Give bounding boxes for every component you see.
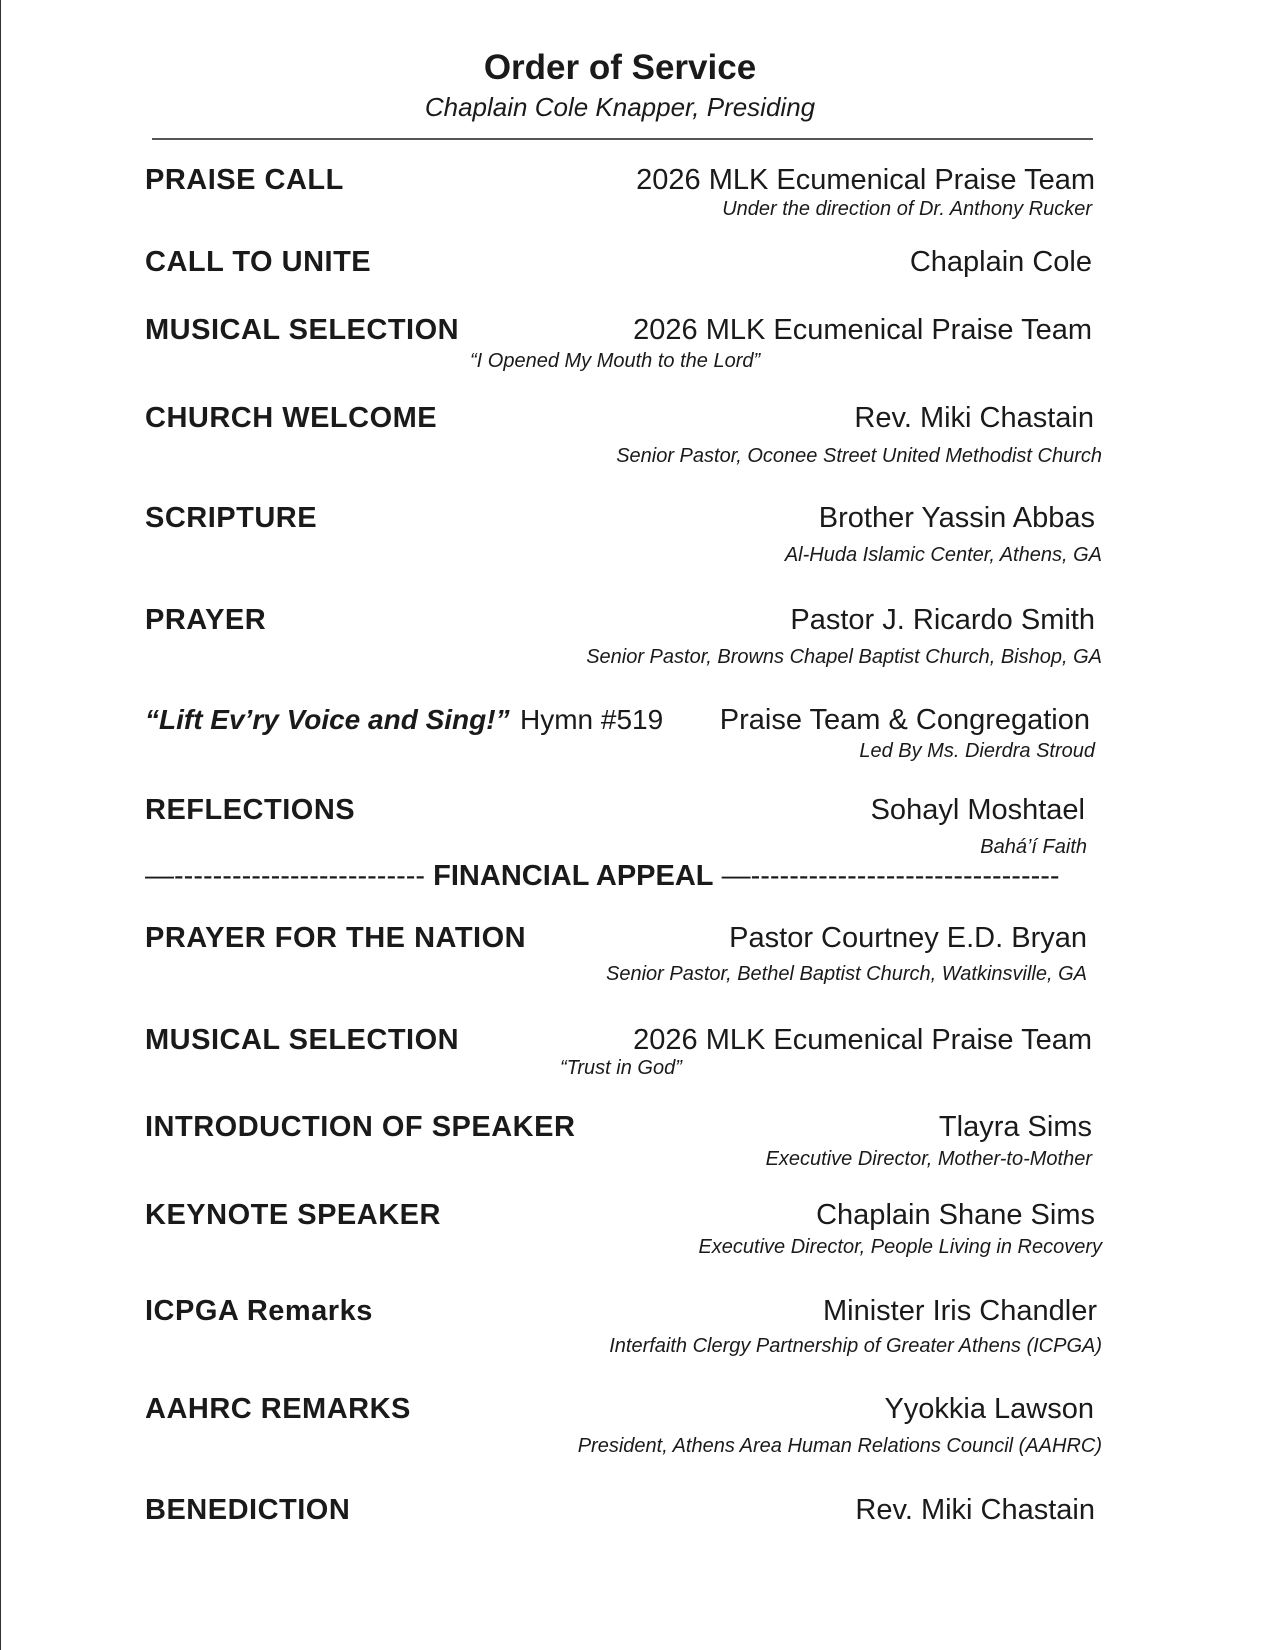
item-label: PRAYER <box>145 604 267 636</box>
item-label: ICPGA Remarks <box>145 1295 373 1327</box>
item-note: Executive Director, People Living in Recovery <box>698 1236 1102 1258</box>
item-name: Rev. Miki Chastain <box>855 1494 1095 1526</box>
item-name: Pastor J. Ricardo Smith <box>790 604 1095 636</box>
item-name: Pastor Courtney E.D. Bryan <box>729 922 1087 954</box>
item-label: CALL TO UNITE <box>145 246 372 278</box>
hymn-title: “Lift Ev’ry Voice and Sing!” <box>145 704 510 735</box>
item-name: Chaplain Cole <box>909 246 1092 278</box>
item-label: MUSICAL SELECTION <box>145 1024 460 1056</box>
item-note: Led By Ms. Dierdra Stroud <box>859 740 1095 762</box>
item-note: Interfaith Clergy Partnership of Greater Athens (ICPGA) <box>609 1335 1102 1357</box>
divider-right: —-------------------------------- <box>721 860 1060 892</box>
item-note: Bahá’í Faith <box>980 836 1087 858</box>
financial-appeal-divider <box>145 860 1090 893</box>
item-name: Praise Team & Congregation <box>719 704 1090 736</box>
item-note: President, Athens Area Human Relations Council (AAHRC) <box>577 1435 1102 1457</box>
header-rule <box>152 138 1093 140</box>
page-border <box>0 0 1 1650</box>
divider-left: —-------------------------- <box>145 860 426 892</box>
item-name: Rev. Miki Chastain <box>854 402 1094 434</box>
item-note: “Trust in God” <box>560 1057 682 1079</box>
item-label: PRAISE CALL <box>145 164 344 196</box>
item-note: Senior Pastor, Oconee Street United Methodist Church <box>616 445 1102 467</box>
item-name: Tlayra Sims <box>938 1111 1092 1143</box>
item-note: Al-Huda Islamic Center, Athens, GA <box>784 544 1102 566</box>
item-label: CHURCH WELCOME <box>145 402 438 434</box>
item-name: 2026 MLK Ecumenical Praise Team <box>636 164 1095 196</box>
item-name: Chaplain Shane Sims <box>816 1199 1095 1231</box>
financial-appeal-label: FINANCIAL APPEAL <box>433 860 714 892</box>
item-label: INTRODUCTION OF SPEAKER <box>145 1111 576 1143</box>
item-name: Sohayl Moshtael <box>870 794 1085 826</box>
item-note: Executive Director, Mother-to-Mother <box>765 1148 1092 1170</box>
item-note: “I Opened My Mouth to the Lord” <box>470 350 761 372</box>
item-name: Brother Yassin Abbas <box>818 502 1095 534</box>
item-note: Senior Pastor, Browns Chapel Baptist Church, Bishop, GA <box>586 646 1102 668</box>
item-label: AAHRC REMARKS <box>145 1393 411 1425</box>
hymn-number: Hymn #519 <box>520 704 664 735</box>
item-note: Senior Pastor, Bethel Baptist Church, Watkinsville, GA <box>606 963 1087 985</box>
item-label: BENEDICTION <box>145 1494 351 1526</box>
item-name: Yyokkia Lawson <box>884 1393 1094 1425</box>
item-label: SCRIPTURE <box>145 502 318 534</box>
page-title: Order of Service <box>483 48 757 87</box>
item-label: KEYNOTE SPEAKER <box>145 1199 441 1231</box>
item-label: PRAYER FOR THE NATION <box>145 922 527 954</box>
item-note: Under the direction of Dr. Anthony Rucker <box>722 198 1092 220</box>
item-name: Minister Iris Chandler <box>823 1295 1097 1327</box>
item-label: MUSICAL SELECTION <box>145 314 460 346</box>
item-name: 2026 MLK Ecumenical Praise Team <box>633 1024 1092 1056</box>
item-name: 2026 MLK Ecumenical Praise Team <box>633 314 1092 346</box>
item-label: REFLECTIONS <box>145 794 356 826</box>
presiding-line: Chaplain Cole Knapper, Presiding <box>424 92 816 122</box>
